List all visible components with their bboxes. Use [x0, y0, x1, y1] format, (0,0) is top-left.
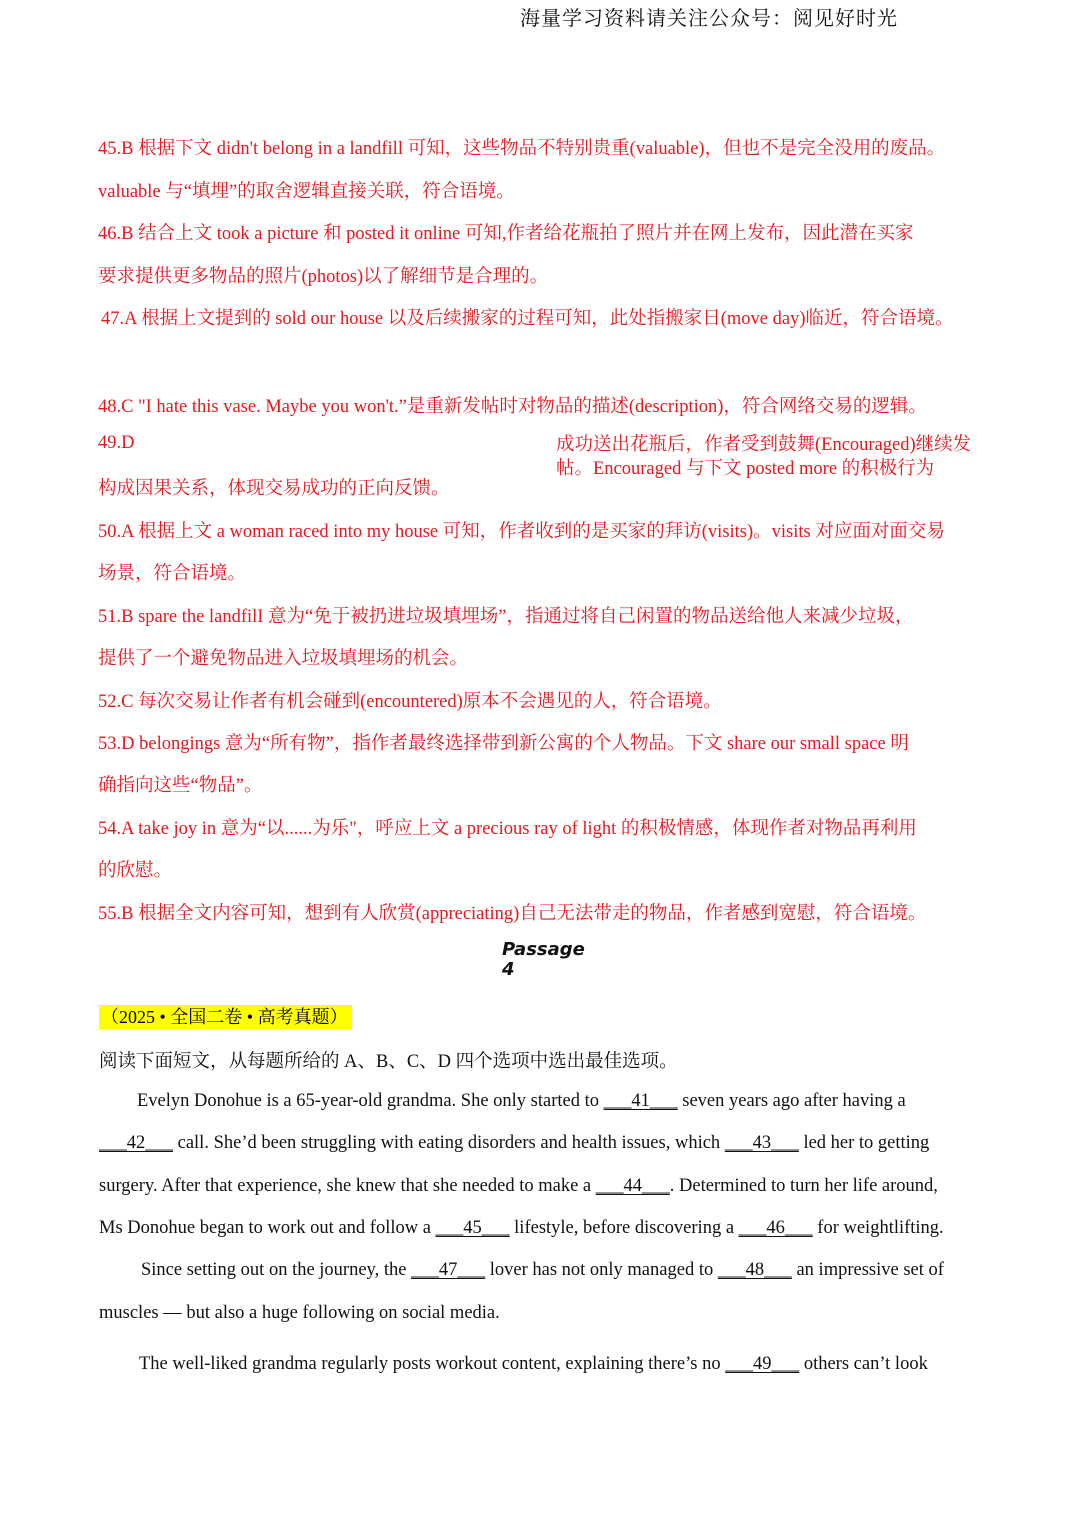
answer-55-line-1: 55.B 根据全文内容可知，想到有人欣赏(appreciating)自己无法带走的物品，作者感到宽慰，符合语境。	[98, 904, 927, 924]
answer-47-line-1: 47.A 根据上文提到的 sold our house 以及后续搬家的过程可知，此处指搬家日(move day)临近，符合语境。	[101, 309, 954, 329]
text: others can’t look	[799, 1354, 928, 1374]
answer-45-line-1: 45.B 根据下文 didn't belong in a landfill 可知，这些物品不特别贵重(valuable)，但也不是完全没用的废品。	[98, 139, 946, 159]
instruction: 阅读下面短文，从每题所给的 A、B、C、D 四个选项中选出最佳选项。	[99, 1052, 678, 1072]
answer-49-cropped-text	[556, 433, 996, 479]
answer-51-line-1: 51.B spare the landfilI 意为“免于被扔进垃圾填埋场”，指通过将自己闲置的物品送给他人来减少垃圾，	[98, 607, 914, 627]
answer-49-right-line-1: 成功送出花瓶后，作者受到鼓舞(Encouraged)继续发	[556, 435, 972, 455]
passage-title	[502, 940, 585, 980]
blank-45: ___45___	[435, 1218, 510, 1238]
blank-46: ___46___	[738, 1218, 813, 1238]
passage-p2-line-1	[141, 1260, 944, 1281]
header-notice: 海量学习资料请关注公众号：阅见好时光	[520, 8, 898, 30]
blank-48: ___48___	[717, 1260, 792, 1280]
text: an impressive set of	[791, 1260, 944, 1280]
answer-50-line-2: 场景，符合语境。	[98, 564, 247, 584]
answer-54-line-2: 的欣慰。	[98, 861, 173, 881]
passage-p1-line-3	[99, 1176, 938, 1197]
text: Evelyn Donohue is a 65-year-old grandma. She only started to	[137, 1091, 604, 1111]
blank-49: ___49___	[725, 1354, 800, 1374]
blank-42: ___42___	[99, 1133, 173, 1153]
text: lifestyle, before discovering a	[509, 1218, 739, 1238]
answer-48-line-1: 48.C "I hate this vase. Maybe you won't.”是重新发帖时对物品的描述(description)，符合网络交易的逻辑。	[98, 397, 927, 417]
blank-47: ___47___	[411, 1260, 486, 1280]
answer-49-number: 49.D	[98, 433, 135, 453]
text: Since setting out on the journey, the	[141, 1260, 412, 1280]
answer-45-line-2: valuable 与“填埋”的取舍逻辑直接关联，符合语境。	[98, 182, 515, 202]
answer-46-line-2: 要求提供更多物品的照片(photos)以了解细节是合理的。	[98, 267, 549, 287]
text: call. She’d been struggling with eating disorders and health issues, which	[173, 1133, 725, 1153]
answer-53-line-2: 确指向这些“物品”。	[98, 776, 263, 796]
passage-p2-line-2: muscles — but also a huge following on social media.	[99, 1303, 500, 1323]
answer-51-line-2: 提供了一个避免物品进入垃圾填埋场的机会。	[98, 649, 469, 669]
answer-54-line-1: 54.A take joy in 意为“以......为乐"，呼应上文 a precious ray of light 的积极情感，体现作者对物品再利用	[98, 819, 917, 839]
answer-53-line-1: 53.D belongings 意为“所有物”，指作者最终选择带到新公寓的个人物品。下文 share our small space 明	[98, 734, 909, 754]
blank-44: ___44___	[595, 1176, 670, 1196]
passage-p1-line-1	[137, 1091, 906, 1112]
text: Ms Donohue began to work out and follow a	[99, 1218, 436, 1238]
text: The well-liked grandma regularly posts workout content, explaining there’s no	[139, 1354, 726, 1374]
text: seven years ago after having a	[677, 1091, 906, 1111]
passage-title-word: Passage	[502, 939, 585, 960]
passage-p3-line-1	[139, 1354, 928, 1375]
text: lover has not only managed to	[485, 1260, 718, 1280]
blank-43: ___43___	[724, 1133, 799, 1153]
text: . Determined to turn her life around,	[669, 1176, 938, 1196]
text: led her to getting	[798, 1133, 930, 1153]
answer-46-line-1: 46.B 结合上文 took a picture 和 posted it online 可知,作者给花瓶拍了照片并在网上发布，因此潜在买家	[98, 224, 914, 244]
text: for weightlifting.	[812, 1218, 944, 1238]
answer-52-line-1: 52.C 每次交易让作者有机会碰到(encountered)原本不会遇见的人，符合语境。	[98, 692, 722, 712]
passage-title-number: 4	[502, 959, 515, 980]
passage-p1-line-4	[99, 1218, 944, 1239]
answer-50-line-1: 50.A 根据上文 a woman raced into my house 可知，作者收到的是买家的拜访(visits)。visits 对应面对面交易	[98, 522, 945, 542]
passage-p1-line-2	[99, 1133, 929, 1154]
answer-49-line-2: 构成因果关系，体现交易成功的正向反馈。	[98, 479, 450, 499]
source-tag: （2025 • 全国二卷 • 高考真题）	[99, 1005, 352, 1029]
answer-49-right-line-2: 帖。Encouraged 与下文 posted more 的积极行为	[556, 459, 935, 479]
blank-41: ___41___	[603, 1091, 678, 1111]
text: surgery. After that experience, she knew that she needed to make a	[99, 1176, 596, 1196]
